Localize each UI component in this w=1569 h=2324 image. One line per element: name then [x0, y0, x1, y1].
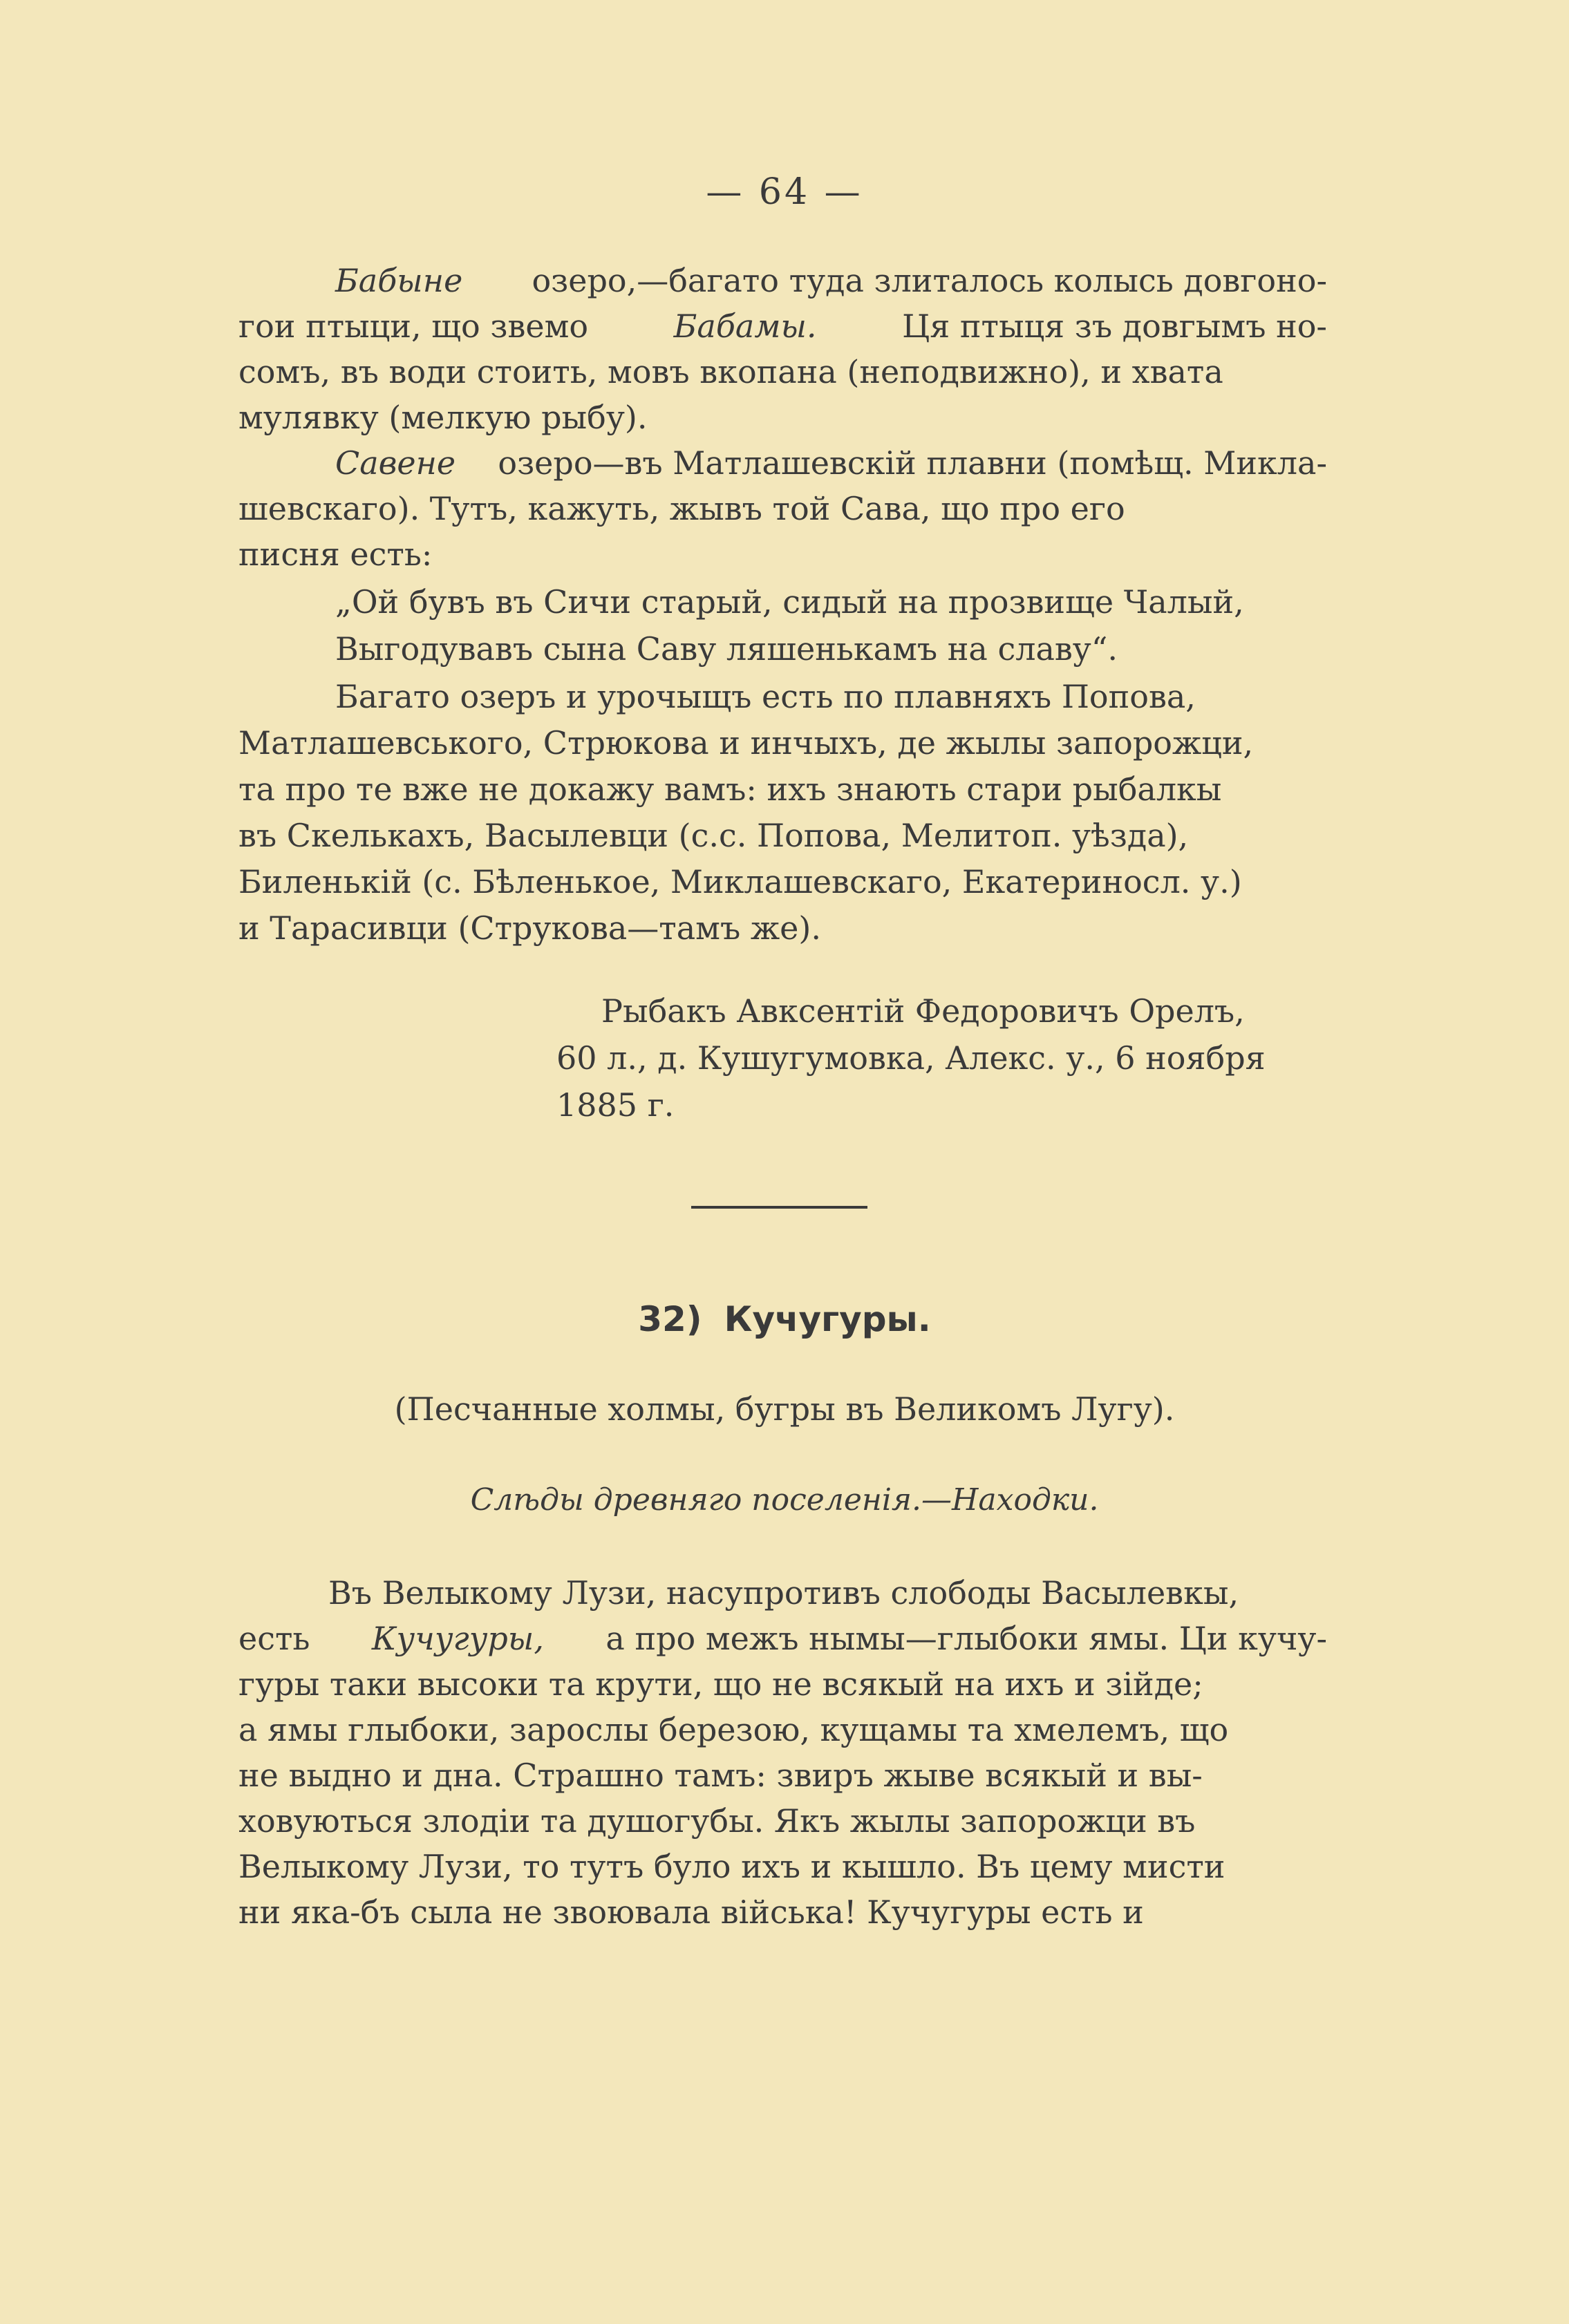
- verse-line-2: [335, 630, 1327, 668]
- paragraph-3-line-3: [238, 771, 1327, 808]
- section-number: 32): [638, 1299, 702, 1339]
- paragraph-4-line-6: [238, 1802, 1327, 1840]
- line-text: писня есть:: [238, 536, 433, 573]
- paragraph-3-line-1: [335, 678, 1327, 715]
- paragraph-4-line-8: [238, 1893, 1327, 1931]
- line-text: ховуються злодіи та душогубы. Якъ жылы запорожци въ: [238, 1802, 1196, 1840]
- term-babamy: Бабамы.: [673, 308, 817, 345]
- signature-line-2: [556, 1039, 1266, 1077]
- line-text: Биленькій (с. Бѣленькое, Миклашевскаго, Екатериносл. у.): [238, 863, 1242, 900]
- section-heading: [0, 1299, 1569, 1339]
- paragraph-3-line-2: [238, 724, 1327, 762]
- line-text: мулявку (мелкую рыбу).: [238, 399, 648, 436]
- paragraph-1-line-4: [238, 399, 1327, 436]
- line-text: и Тарасивци (Струкова—тамъ же).: [238, 909, 821, 947]
- signature-line-1: [601, 992, 1245, 1030]
- line-text: озеро—въ Матлашевскій плавни (помѣщ. Микла-: [498, 444, 1327, 482]
- paragraph-4-line-7: [238, 1848, 1327, 1885]
- line-text: Багато озеръ и урочыщъ есть по плавняхъ Попова,: [335, 678, 1196, 715]
- section-note: Слѣды древняго поселенія.—Находки.: [470, 1482, 1099, 1518]
- section-divider: [691, 1206, 867, 1209]
- paragraph-1-line-1: [335, 262, 1327, 299]
- line-text: „Ой бувъ въ Сичи старый, сидый на прозвище Чалый,: [335, 583, 1244, 621]
- paragraph-3-line-5: [238, 863, 1327, 900]
- line-text: ни яка-бъ сыла не звоювала війська! Кучугуры есть и: [238, 1893, 1144, 1931]
- line-text: гуры таки высоки та крути, що не всякый на ихъ и зійде;: [238, 1665, 1203, 1703]
- line-text: а ямы глыбоки, зарослы березою, кущамы та хмелемъ, що: [238, 1711, 1229, 1748]
- paragraph-3-line-4: [238, 817, 1327, 854]
- paragraph-3-line-6: [238, 909, 1327, 947]
- page-number: — 64 —: [706, 171, 863, 213]
- line-text: въ Скелькахъ, Васылевци (с.с. Попова, Мелитоп. уѣзда),: [238, 817, 1189, 854]
- paragraph-2-line-1: [335, 444, 1327, 482]
- paragraph-2-line-3: [238, 536, 1327, 573]
- line-text: сомъ, въ води стоить, мовъ вкопана (неподвижно), и хвата: [238, 353, 1223, 390]
- verse-line-1: [335, 583, 1327, 621]
- lake-name-savene: Савене: [335, 444, 456, 482]
- section-title: Кучугуры.: [724, 1299, 931, 1339]
- lake-name-babyne: Бабыне: [335, 262, 463, 299]
- paragraph-1-line-3: [238, 353, 1327, 390]
- paragraph-1-line-2: [238, 308, 1327, 345]
- line-text: Выгодувавъ сына Саву ляшенькамъ на славу“.: [335, 630, 1118, 668]
- line-text: есть: [238, 1620, 310, 1657]
- line-text: а про межъ нымы—глыбоки ямы. Ци кучу-: [605, 1620, 1327, 1657]
- paragraph-4-line-5: [238, 1757, 1327, 1794]
- section-subtitle: (Песчанные холмы, бугры въ Великомъ Лугу).: [394, 1390, 1175, 1428]
- paragraph-4-line-3: [238, 1665, 1327, 1703]
- paragraph-2-line-2: [238, 490, 1327, 527]
- line-text: Матлашевського, Стрюкова и инчыхъ, де жылы запорожци,: [238, 724, 1254, 762]
- line-text: шевскаго). Тутъ, кажуть, жывъ той Сава, що про его: [238, 490, 1125, 527]
- paragraph-4-line-1: [328, 1574, 1239, 1612]
- signature-line-3: [556, 1086, 675, 1124]
- line-text: 60 л., д. Кушугумовка, Алекс. у., 6 ноября: [556, 1039, 1266, 1077]
- term-kuchugury: Кучугуры,: [371, 1620, 544, 1657]
- line-text: Въ Велыкому Лузи, насупротивъ слободы Васылевкы,: [328, 1574, 1239, 1612]
- paragraph-4-line-2: [238, 1620, 1327, 1657]
- line-text: 1885 г.: [556, 1086, 675, 1124]
- line-text: Велыкому Лузи, то тутъ було ихъ и кышло. Въ цему мисти: [238, 1848, 1225, 1885]
- line-text: та про те вже не докажу вамъ: ихъ знають стари рыбалкы: [238, 771, 1222, 808]
- line-text: Рыбакъ Авксентій Федоровичъ Орелъ,: [601, 992, 1245, 1030]
- line-text: гои птыци, що звемо: [238, 308, 589, 345]
- line-text: не выдно и дна. Страшно тамъ: звиръ жыве всякый и вы-: [238, 1757, 1203, 1794]
- line-text: Ця птыця зъ довгымъ но-: [902, 308, 1327, 345]
- paragraph-4-line-4: [238, 1711, 1327, 1748]
- line-text: озеро,—багато туда злиталось колысь довгоно-: [532, 262, 1327, 299]
